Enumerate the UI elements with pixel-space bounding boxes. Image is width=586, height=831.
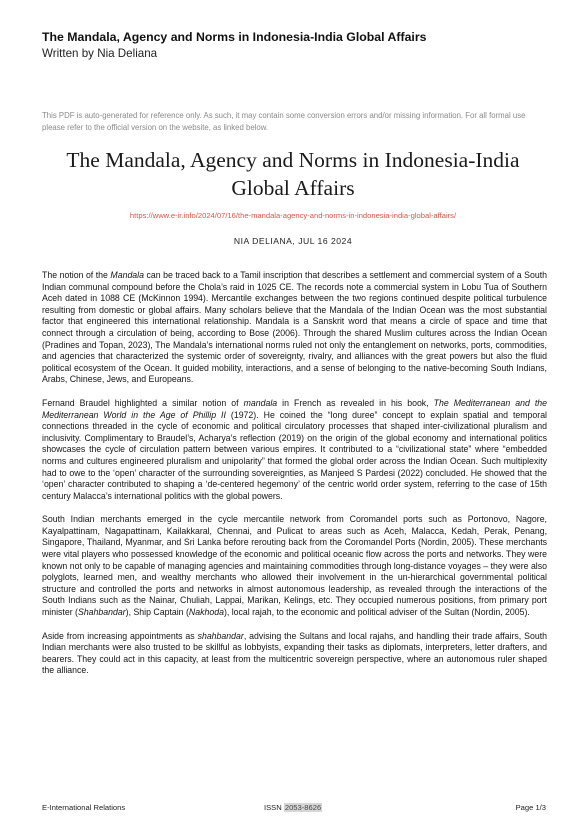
- italic-term: Mandala: [110, 270, 144, 280]
- article-title-line-2: Global Affairs: [231, 176, 355, 200]
- footer-issn: [264, 803, 322, 812]
- text-run: Fernand Braudel highlighted a similar notion of: [42, 397, 244, 408]
- paragraph-2: [42, 398, 547, 502]
- page-footer: [42, 803, 546, 815]
- paragraph-3: [42, 514, 547, 618]
- header-author: Written by Nia Deliana: [42, 47, 158, 60]
- article-body: [42, 270, 547, 689]
- paragraph-1: [42, 270, 547, 386]
- header-title: The Mandala, Agency and Norms in Indonesia-India Global Affairs: [42, 30, 427, 44]
- text-run: The notion of the: [42, 270, 111, 280]
- article-title-line-1: The Mandala, Agency and Norms in Indonesia-India: [66, 148, 520, 172]
- text-run: , advising the Sultans and local rajahs, and handling their trade affairs, South Indian merchants were also trusted to be skillful as lobbyists, expanding their tasks as diplomats, interpreters, letter drafters, and bearers. They could act in this capacity, at least from the multicentric sovereign perspective, where an autonomous ruler shaped the alliance.: [42, 630, 548, 676]
- paragraph-4: [42, 631, 547, 677]
- footer-publisher: E-International Relations: [42, 803, 126, 812]
- text-run: (1972). He coined the “long duree” concept to explain spatial and temporal connections threaded in the cycle of economic and political circulatory processes that shaped inter-civilizational pluralism and inclusivity. Complimentary to Braudel’s, Acharya’s reflection (2019) on the origin of the global economy and international politics showcases the cycle of circulation pattern between various empires. It contributed to a “civilizational state” where “embedded norms and cultures engineered pluralism and unipolarity” that formed the global order across the Indian Ocean. Such multiplexity had to owe to the ‘open’ character of the surrounding sovereignties, as Manjeed S Pardesi (2022) concluded. He showed that the ‘open’ character contributed to shaping a ‘de-centered hegemony’ of the centric world order system, referring to the case of 15th century Malacca’s international politics with the global powers.: [42, 409, 547, 501]
- text-run: in French as revealed in his book,: [277, 397, 434, 408]
- footer-page-number: Page 1/3: [515, 803, 546, 812]
- text-run: Aside from increasing appointments as: [42, 630, 198, 641]
- auto-generated-notice: This PDF is auto-generated for reference only. As such, it may contain some conversion errors and/or missing information. For all formal use please refer to the official version on the website, as linked below.: [42, 111, 526, 132]
- italic-term: Nakhoda: [188, 607, 224, 618]
- italic-term: Shahbandar: [77, 607, 126, 618]
- article-title: [40, 146, 546, 202]
- issn-number: 2053-8626: [284, 803, 322, 812]
- byline: [40, 236, 546, 246]
- article-url-link[interactable]: https://www.e-ir.info/2024/07/16/the-mandala-agency-and-norms-in-indonesia-india-global-affairs/: [129, 211, 457, 220]
- text-run: ), Ship Captain (: [125, 607, 189, 618]
- italic-term: mandala: [243, 397, 278, 408]
- byline-date: JUL 16 2024: [298, 236, 353, 246]
- text-run: can be traced back to a Tamil inscription that describes a settlement and commercial system of a South Indian communal compound before the Chola’s raid in 1025 CE. The records note a commercial system in Lobu Tua of Southern Aceh dated in 1088 CE (McKinnon 1994). Mercantile exchanges between the two regions continued despite political turbulence resulting from domestic or global affairs. Many scholars believe that the Mandala of the Indian Ocean was the most substantial factor that engineered this international relationship. Mandala is a Sanskrit word that means a circle of space and time that connect through a circulation of being, according to Bose (2006). Through the shared Muslim cultures across the Indian Ocean (Pradines and Topan, 2023), The Mandala’s international norms ruled not only the entanglement on networks, ports, commodities, and agencies that characterized the systemic order of sovereignty, rivalry, and alliances with the great powers but also the fluid political ecosystem of the Ocean. It guided mobility, interactions, and a sense of belonging to the native-becoming South Indians, Arabs, Chinese, Jews, and Europeans.: [42, 270, 547, 385]
- italic-term: shahbandar: [197, 630, 244, 641]
- text-run: South Indian merchants emerged in the cycle mercantile network from Coromandel ports such as Portonovo, Nagore, Kayalpattinam, Nagapattinam, Kailakkaral, Chennai, and Pulicat to areas such as Aceh, Malacca, Kedah, Perak, Penang, Singapore, Thailand, Myanmar, and Sri Lanka before rerouting back from the Coromandel Ports (Nordin, 2005). These merchants were vital players who possessed knowledge of the economic and political oceanic flow across the ports and networks. They were known not only to be capable of managing agencies and maintaining commodities through long-distance voyages – they were also polyglots, learned men, and wealthy merchants who allowed their involvement in the un-hierarchical governmental political structure and controlled the ports and networks in almost autonomous leadership, as revealed through the interactions of the South Indians such as the Nainar, Chuliah, Lappai, Marikan, Kelings, etc. They occupied numerous positions, from primary port minister (: [42, 514, 547, 618]
- book-title: The Mediterranean and the Mediterranean World in the Age of Phillip II: [42, 397, 548, 420]
- text-run: ), local rajah, to the economic and political adviser of the Sultan (Nordin, 2005).: [223, 607, 530, 618]
- issn-label: ISSN: [264, 803, 282, 812]
- byline-author: NIA DELIANA,: [233, 236, 296, 246]
